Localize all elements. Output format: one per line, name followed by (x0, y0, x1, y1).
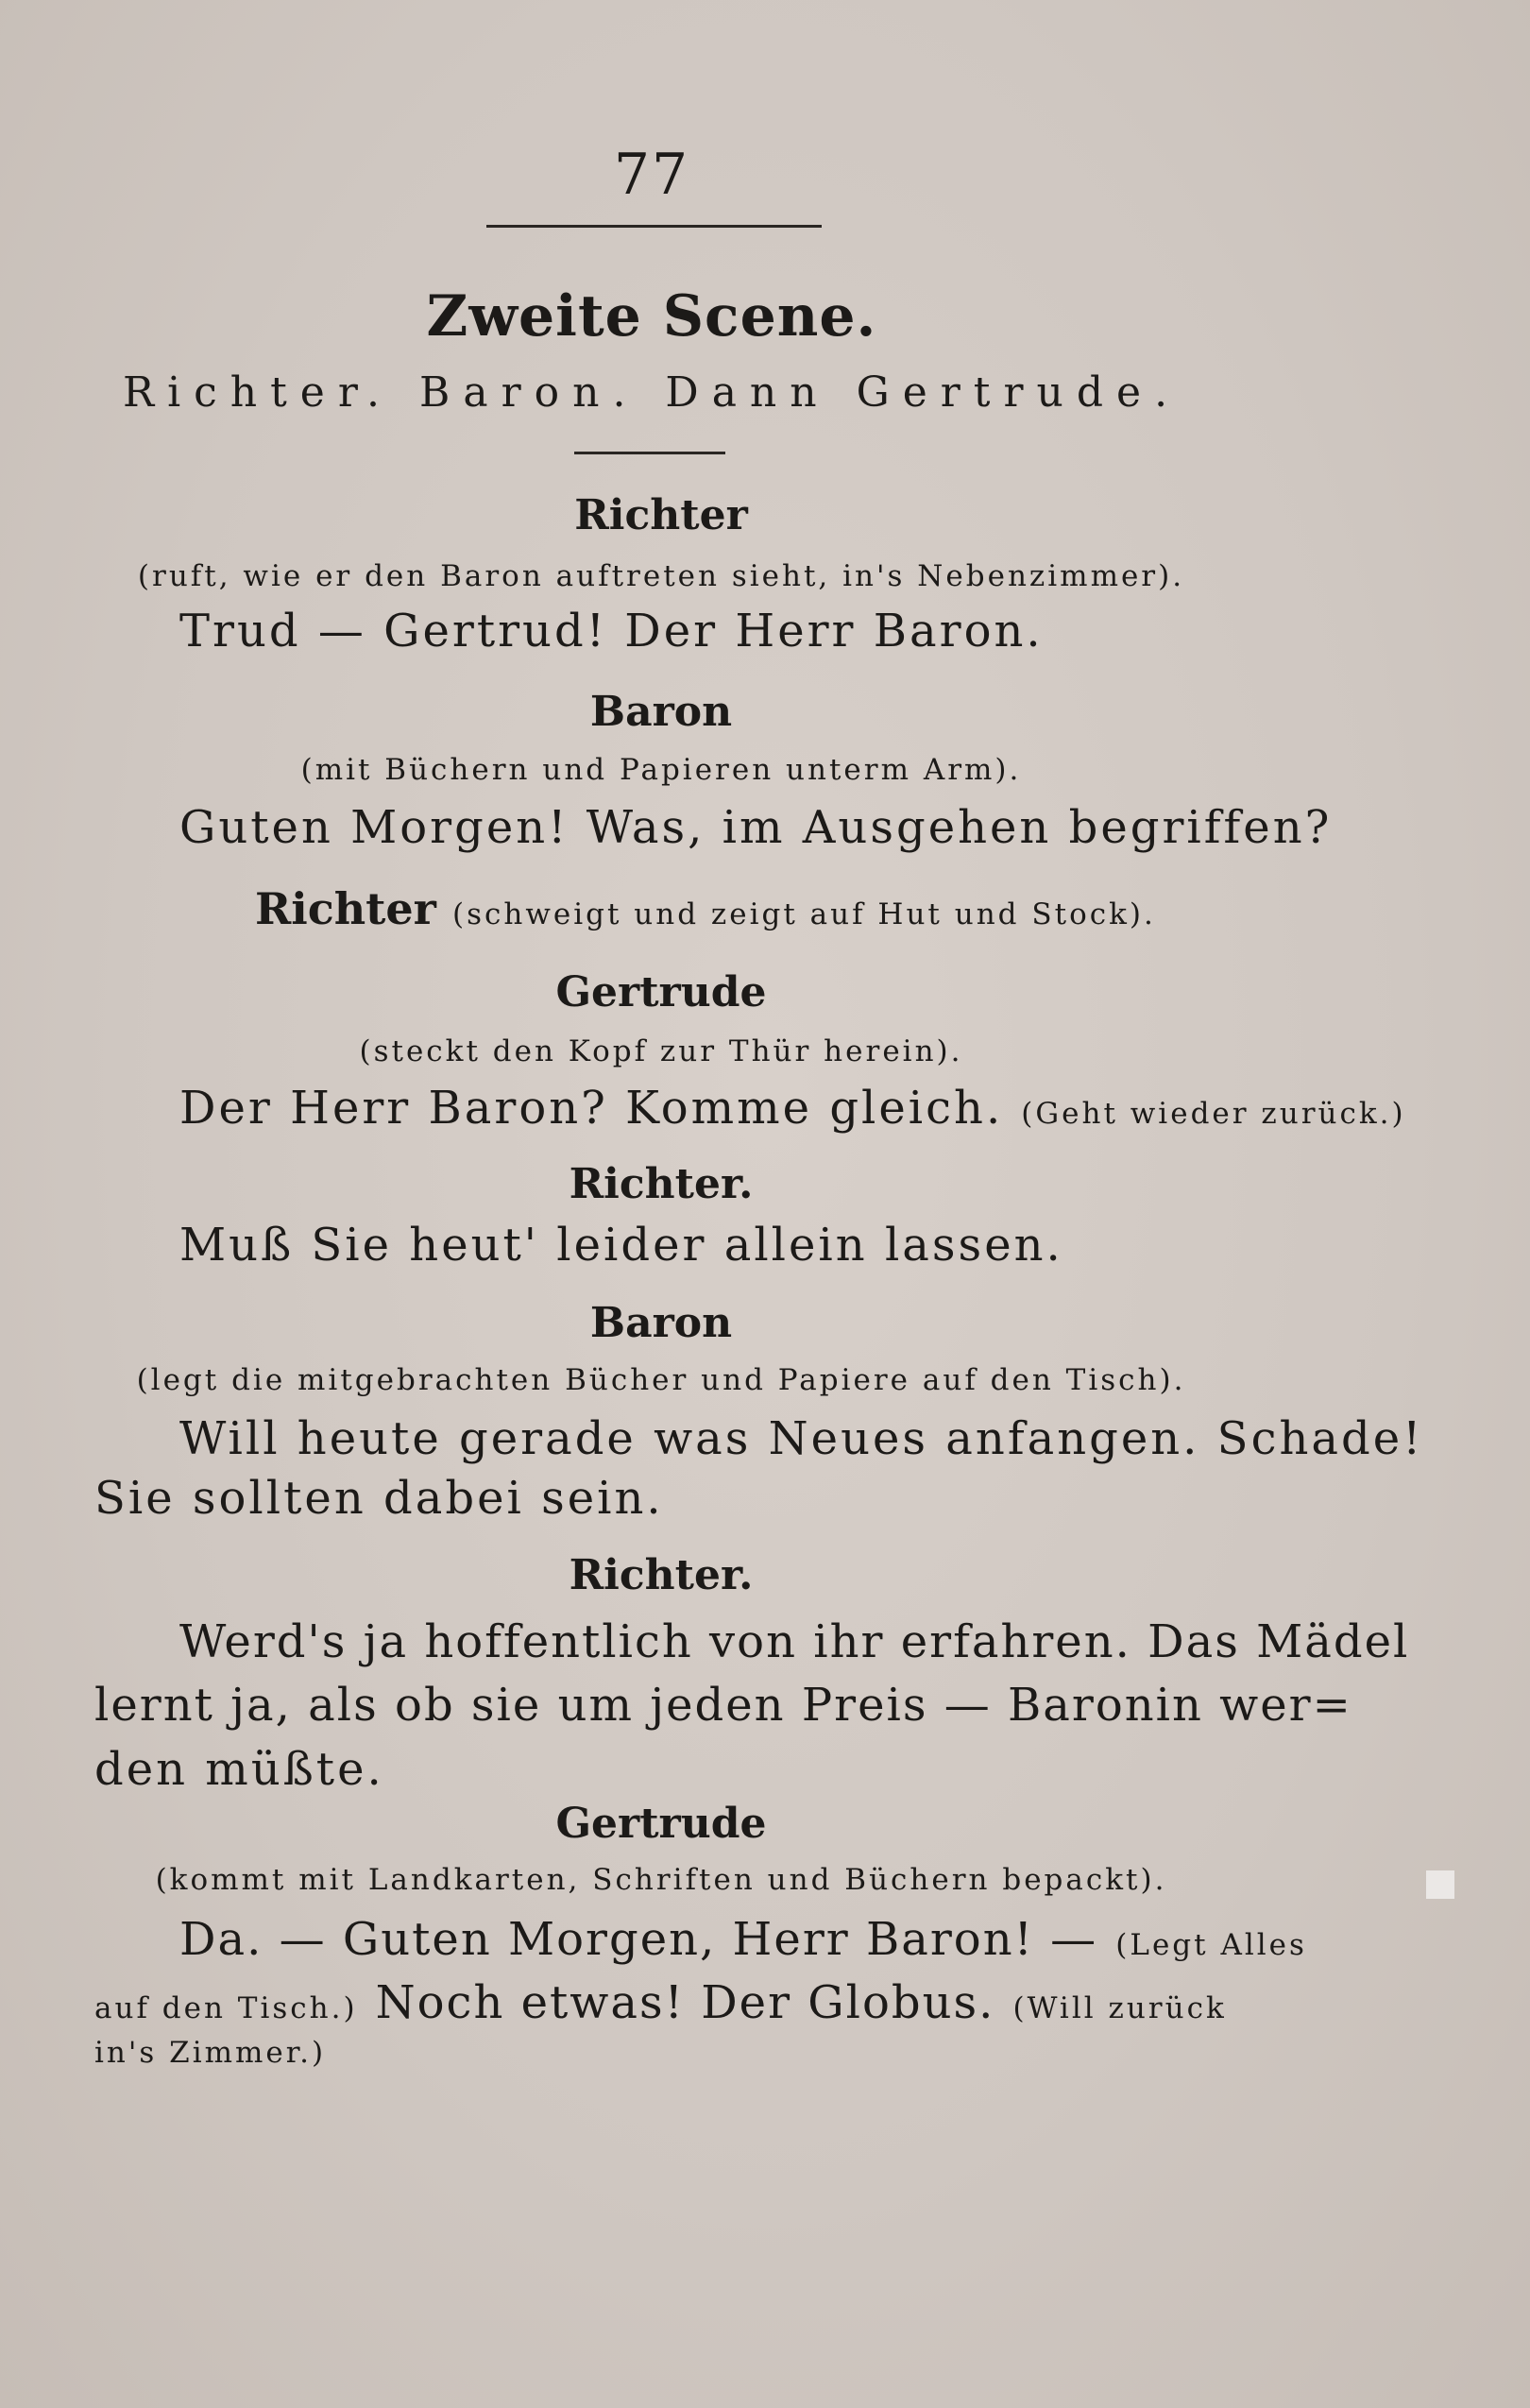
dialogue-line: Noch etwas! Der Globus. (375, 1976, 995, 2029)
speaker-name: Gertrude (555, 968, 767, 1016)
dialogue-line: lernt ja, als ob sie um jeden Preis — Baronin wer= (94, 1679, 1352, 1732)
stage-direction: in's Zimmer.) (94, 2036, 327, 2070)
dialogue-row (94, 1976, 1227, 2029)
scene-title: Zweite Scene. (426, 283, 877, 350)
stage-direction: (Will zurück (1012, 1991, 1227, 2025)
scene-divider (574, 452, 725, 454)
stage-direction: (mit Büchern und Papieren unterm Arm). (300, 753, 1022, 787)
speaker-name: Baron (589, 1299, 733, 1347)
stage-direction: (schweigt und zeigt auf Hut und Stock). (452, 897, 1156, 931)
speaker-name: Baron (589, 688, 733, 736)
stage-direction: (Legt Alles (1115, 1928, 1307, 1962)
stage-direction: (steckt den Kopf zur Thür herein). (359, 1034, 963, 1068)
speaker-name: Gertrude (555, 1800, 767, 1848)
stage-direction: auf den Tisch.) (94, 1991, 358, 2025)
dialogue-line: Werd's ja hoffentlich von ihr erfahren. Das Mädel (179, 1615, 1410, 1668)
dialogue-line: Guten Morgen! Was, im Ausgehen begriffen? (179, 801, 1333, 854)
stage-direction: (Geht wieder zurück.) (1021, 1097, 1406, 1131)
header-rule (486, 225, 822, 228)
stage-direction: (legt die mitgebrachten Bücher und Papiere auf den Tisch). (136, 1363, 1186, 1397)
dialogue-line: den müßte. (94, 1743, 384, 1796)
speaker-name: Richter (255, 883, 436, 934)
dialogue-line: Der Herr Baron? Komme gleich. (179, 1082, 1004, 1135)
page-number: 77 (613, 142, 690, 208)
paper-blemish (1426, 1870, 1454, 1899)
dialogue-line: Muß Sie heut' leider allein lassen. (179, 1219, 1063, 1272)
dialogue-row (179, 1913, 1307, 1966)
dialogue-line: Will heute gerade was Neues anfangen. Schade! (179, 1412, 1424, 1465)
speaker-name: Richter. (569, 1551, 754, 1599)
speaker-name: Richter. (569, 1160, 754, 1208)
dialogue-line: Sie sollten dabei sein. (94, 1472, 664, 1525)
dialogue-row (179, 1082, 1406, 1135)
stage-direction: (ruft, wie er den Baron auftreten sieht, in's Nebenzimmer). (137, 559, 1185, 593)
stage-direction: (kommt mit Landkarten, Schriften und Büchern bepackt). (155, 1863, 1167, 1897)
dialogue-line: Trud — Gertrud! Der Herr Baron. (179, 605, 1044, 658)
cast-list: Richter. Baron. Dann Gertrude. (122, 368, 1182, 417)
speaker-name: Richter (574, 491, 748, 539)
speaker-line (255, 883, 1156, 934)
dialogue-line: Da. — Guten Morgen, Herr Baron! — (179, 1913, 1098, 1966)
